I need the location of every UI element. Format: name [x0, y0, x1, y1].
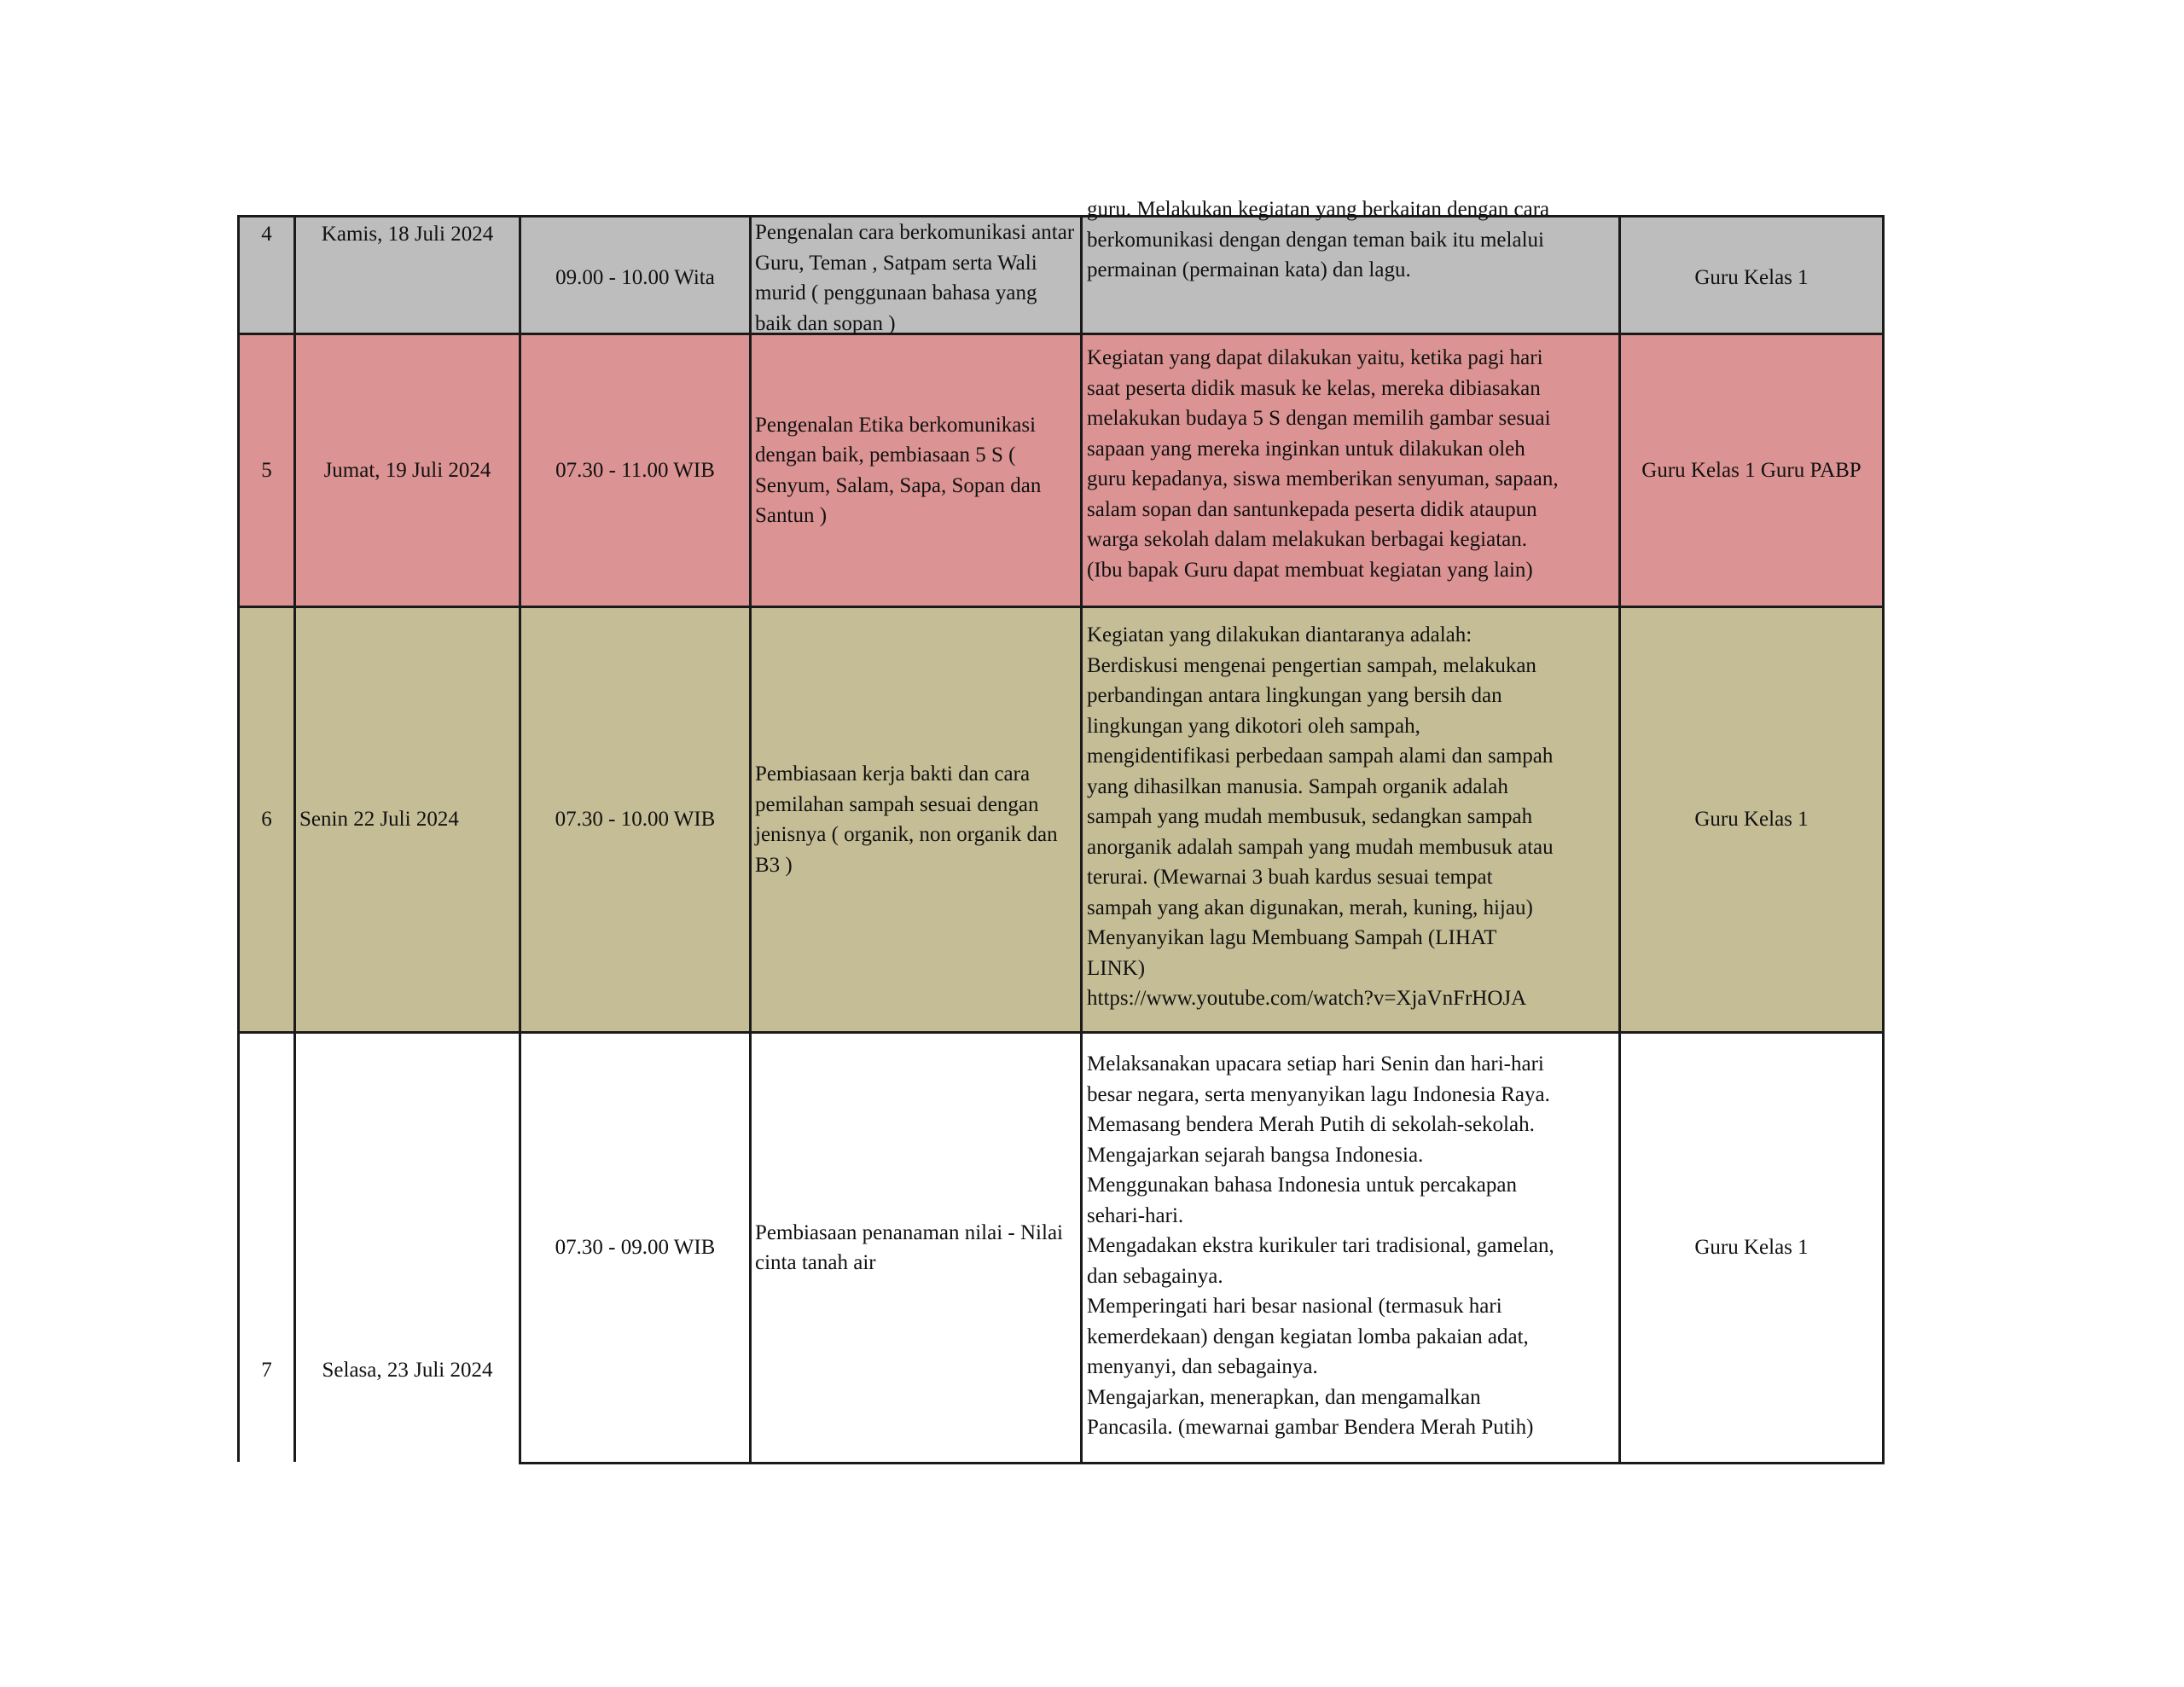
- row-number-text: 6: [261, 808, 272, 832]
- description-text: guru. Melakukan kegiatan yang berkaitan dengan cara berkomunikasi dengan dengan teman baik itu melalui permainan (permainan kata) dan lagu.: [1087, 198, 1550, 281]
- activity-cell: [749, 217, 1080, 339]
- date-text: Senin 22 Juli 2024: [299, 808, 459, 832]
- table-bottom-border: [519, 1462, 1885, 1464]
- table-row: [237, 198, 1885, 335]
- description-cell: [1080, 335, 1618, 606]
- row-number: [237, 608, 293, 1031]
- row-number: [237, 335, 293, 606]
- pic-cell: [1618, 608, 1885, 1031]
- activity-text: Pengenalan Etika berkomunikasi dengan baik, pembiasaan 5 S ( Senyum, Salam, Sapa, Sopan dan Santun ): [755, 413, 1042, 527]
- date-text: Kamis, 18 Juli 2024: [321, 223, 494, 246]
- time-cell: [519, 217, 749, 339]
- table-row: [237, 608, 1885, 1034]
- date-cell: [293, 335, 519, 606]
- time-text: 09.00 - 10.00 Wita: [555, 266, 715, 290]
- time-cell: [519, 608, 749, 1031]
- pic-text: Guru Kelas 1: [1694, 808, 1809, 832]
- date-cell: [293, 1034, 519, 1462]
- activity-text: Pengenalan cara berkomunikasi antar Guru, Teman , Satpam serta Wali murid ( penggunaan bahasa yang baik dan sopan ): [755, 221, 1075, 335]
- schedule-table: [237, 198, 1885, 1462]
- time-text: 07.30 - 09.00 WIB: [555, 1236, 716, 1260]
- pic-text: Guru Kelas 1: [1694, 266, 1809, 290]
- time-cell: [519, 1034, 749, 1462]
- description-cell: [1080, 608, 1618, 1031]
- date-text: Selasa, 23 Juli 2024: [322, 1358, 493, 1382]
- description-cell: [1080, 198, 1618, 339]
- table-row: [237, 335, 1885, 608]
- row-number-text: 4: [261, 223, 272, 246]
- pic-cell: [1618, 217, 1885, 339]
- row-number-text: 5: [261, 458, 272, 482]
- time-text: 07.30 - 11.00 WIB: [555, 458, 715, 482]
- description-text: Kegiatan yang dapat dilakukan yaitu, ketika pagi hari saat peserta didik masuk ke kelas, mereka dibiasakan melakukan budaya 5 S dengan memilih gambar sesuai sapaan yang mereka inginkan untuk dilakukan oleh guru kepadanya, siswa memberikan senyuman, sapaan, salam sopan dan santunkepada peserta didik ataupun warga sekolah dalam melakukan berbagai kegiatan. (Ibu bapak Guru dapat membuat kegiatan yang lain): [1087, 346, 1559, 582]
- pic-text: Guru Kelas 1: [1694, 1236, 1809, 1260]
- activity-cell: [749, 608, 1080, 1031]
- row-number: [237, 1034, 293, 1462]
- time-text: 07.30 - 10.00 WIB: [555, 808, 716, 832]
- row-number: [237, 217, 293, 339]
- activity-text: Pembiasaan penanaman nilai - Nilai cinta tanah air: [755, 1220, 1063, 1274]
- pic-cell: [1618, 1034, 1885, 1462]
- table-row: [237, 1034, 1885, 1462]
- activity-cell: [749, 335, 1080, 606]
- pic-text: Guru Kelas 1 Guru PABP: [1641, 458, 1862, 482]
- row-number-text: 7: [261, 1358, 272, 1382]
- description-text: Melaksanakan upacara setiap hari Senin dan hari-hari besar negara, serta menyanyikan lagu Indonesia Raya. Memasang bendera Merah Putih di sekolah-sekolah. Mengajarkan sejarah bangsa Indonesia. Menggunakan bahasa Indonesia untuk percakapan sehari-hari. Mengadakan ekstra kurikuler tari tradisional, gamelan, dan sebagainya. Memperingati hari besar nasional (termasuk hari kemerdekaan) dengan kegiatan lomba pakaian adat, menyanyi, dan sebagainya. Mengajarkan, menerapkan, dan mengamalkan Pancasila. (mewarnai gambar Bendera Merah Putih): [1087, 1052, 1554, 1439]
- activity-cell: [749, 1034, 1080, 1462]
- activity-text: Pembiasaan kerja bakti dan cara pemilahan sampah sesuai dengan jenisnya ( organik, non organik dan B3 ): [755, 762, 1058, 877]
- pic-cell: [1618, 335, 1885, 606]
- description-cell: [1080, 1034, 1618, 1462]
- date-text: Jumat, 19 Juli 2024: [323, 458, 491, 482]
- time-cell: [519, 335, 749, 606]
- date-cell: [293, 608, 519, 1031]
- description-text: Kegiatan yang dilakukan diantaranya adalah: Berdiskusi mengenai pengertian sampah, melakukan perbandingan antara lingkungan yang bersih dan lingkungan yang dikotori oleh sampah, mengidentifikasi perbedaan sampah alami dan sampah yang dihasilkan manusia. Sampah organik adalah sampah yang mudah membusuk, sedangkan sampah anorganik adalah sampah yang mudah membusuk atau terurai. (Mewarnai 3 buah kardus sesuai tempat sampah yang akan digunakan, merah, kuning, hijau) Menyanyikan lagu Membuang Sampah (LIHAT LINK) https://www.youtube.com/watch?v=XjaVnFrHOJA: [1087, 623, 1554, 1010]
- date-cell: [293, 217, 519, 339]
